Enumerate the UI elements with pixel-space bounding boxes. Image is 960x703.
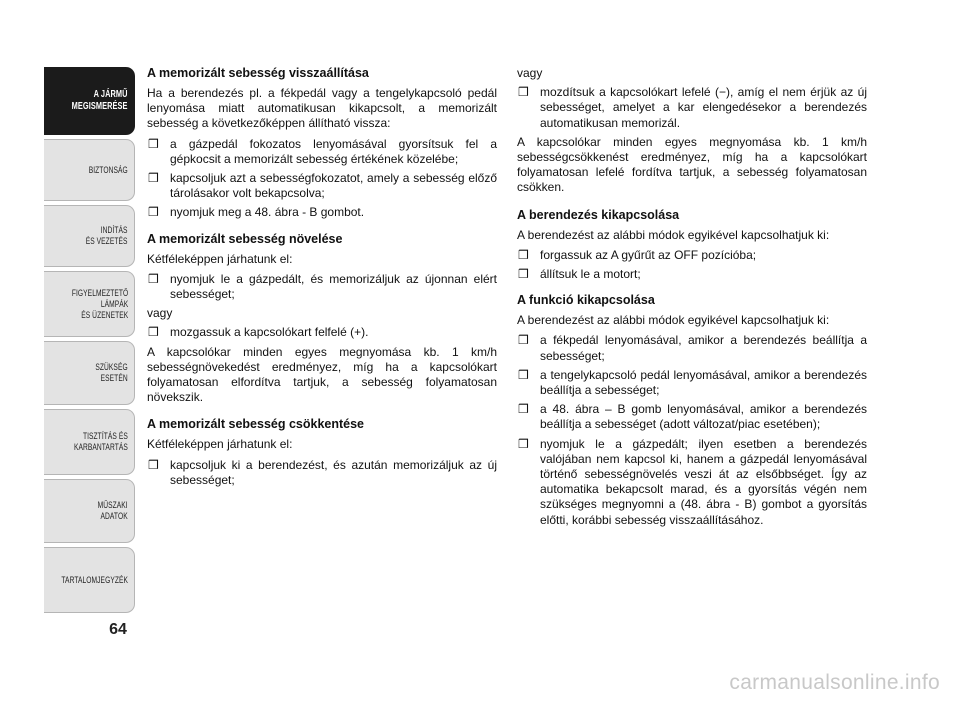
paragraph: A kapcsolókar minden egyes megnyomása kb. 1 km/h sebességnövekedést eredményez, míg ha a kapcsolókart folyamatosan elfordítva tartjuk, a sebesség folyamatosan növekszik. [147,344,497,405]
checkbox-bullet-icon: ❒ [518,247,529,262]
paragraph: Kétféleképpen járhatunk el: [147,251,293,266]
list-item: ❒ nyomjuk le a gázpedált; ilyen esetben a berendezés valójában nem kapcsol ki, hanem a gázpedál lenyomásával történő sebességnövelés veszi át az elsőbbséget. Így az automatika bekapcsolt marad, és a gyorsítás végén nem szükséges megnyomni a (48. ábra - B) gombot a gyorsítás előtti, korábbi sebesség visszaállításához. [518,436,867,527]
section-title-speed-restore: A memorizált sebesség visszaállítása [147,66,369,80]
paragraph: A berendezést az alábbi módok egyikével kapcsolhatjuk ki: [517,227,830,242]
list-item: ❒ mozdítsuk a kapcsolókart lefelé (−), amíg el nem érjük az új sebességet, amelyet a kar elengedésekor a berendezés automatikusan memorizál. [518,85,867,130]
paragraph: A kapcsolókar minden egyes megnyomása kb. 1 km/h sebességcsökkenést eredményez, míg ha a kapcsolókart folyamatosan lefelé fordítva tartjuk, a sebesség folyamatosan csökken. [517,134,867,195]
section-title-speed-decrease: A memorizált sebesség csökkentése [147,417,365,432]
checkbox-bullet-icon: ❒ [148,171,159,186]
tab-inditas-es-vezetes[interactable] [44,205,135,267]
checkbox-bullet-icon: ❒ [518,367,529,382]
list-item: ❒ forgassuk az A gyűrűt az OFF pozícióba; [518,247,757,262]
tab-label: MŰSZAKI ADATOK [97,500,128,521]
section-title-speed-increase: A memorizált sebesség növelése [147,231,343,246]
list-item: ❒ a 48. ábra – B gomb lenyomásával, amikor a berendezés beállítja a sebességet (adott változat/piac esetében); [518,402,867,432]
tab-label: INDÍTÁS ÉS VEZETÉS [86,225,128,246]
paragraph: Ha a berendezés pl. a fékpedál vagy a tengelykapcsoló pedál lenyomása miatt automatikusan kikapcsolt, a memorizált sebesség a következőképpen állítható vissza: [147,86,497,131]
list-item: ❒ állítsuk le a motort; [518,267,641,282]
checkbox-bullet-icon: ❒ [148,205,159,220]
list-item: ❒ nyomjuk meg a 48. ábra - B gombot. [148,205,365,220]
list-item: ❒ nyomjuk le a gázpedált, és memorizáljuk az újonnan elért sebességet; [148,271,497,302]
section-title-system-off: A berendezés kikapcsolása [517,207,680,222]
paragraph: A berendezést az alábbi módok egyikével kapcsolhatjuk ki: [517,313,830,328]
tab-muszaki-adatok[interactable] [44,479,135,543]
checkbox-bullet-icon: ❒ [518,436,529,451]
paragraph: Kétféleképpen járhatunk el: [147,437,293,452]
checkbox-bullet-icon: ❒ [518,402,529,417]
watermark: carmanualsonline.info [729,671,940,694]
tab-biztonsag[interactable] [44,139,135,201]
left-column [147,66,497,492]
section-title-function-off: A funkció kikapcsolása [517,293,655,308]
list-item: ❒ mozgassuk a kapcsolókart felfelé (+). [148,325,369,340]
right-column [517,66,867,532]
checkbox-bullet-icon: ❒ [148,136,159,151]
page-number: 64 [109,621,127,638]
tab-label: A JÁRMŰ MEGISMERÉSE [72,89,128,112]
paragraph-or: vagy [517,66,543,80]
tab-szukseg-eseten[interactable] [44,341,135,405]
checkbox-bullet-icon: ❒ [148,271,159,286]
tab-label: TARTALOMJEGYZÉK [61,574,128,585]
tab-label: BIZTONSÁG [88,164,128,175]
tab-tartalomjegyzek[interactable] [44,547,135,613]
tab-label: SZÜKSÉG ESETÉN [95,362,128,383]
checkbox-bullet-icon: ❒ [518,85,529,100]
list-item: ❒ kapcsoljuk ki a berendezést, és azután memorizáljuk az új sebességet; [148,457,497,487]
tab-figyelmezteto-lampak[interactable] [44,271,135,337]
checkbox-bullet-icon: ❒ [148,325,159,340]
checkbox-bullet-icon: ❒ [518,333,529,348]
tab-tisztitas-es-karbantartas[interactable] [44,409,135,475]
list-item: ❒ a gázpedál fokozatos lenyomásával gyorsítsuk fel a gépkocsit a memorizált sebesség értékének közelébe; [148,136,497,166]
list-item: ❒ a tengelykapcsoló pedál lenyomásával, amikor a berendezés beállítja a sebességet; [518,367,867,398]
paragraph-or: vagy [147,306,173,321]
tab-label: TISZTÍTÁS ÉS KARBANTARTÁS [74,431,128,452]
tab-label: FIGYELMEZTETŐ LÁMPÁK ÉS ÜZENETEK [71,287,128,320]
tab-a-jarmu-megismerese[interactable] [44,67,135,135]
checkbox-bullet-icon: ❒ [148,457,159,472]
list-item: ❒ kapcsoljuk azt a sebességfokozatot, amely a sebesség előző tárolásakor volt bekapcsolva; [148,171,497,201]
list-item: ❒ a fékpedál lenyomásával, amikor a berendezés beállítja a sebességet; [518,333,867,363]
checkbox-bullet-icon: ❒ [518,267,529,282]
